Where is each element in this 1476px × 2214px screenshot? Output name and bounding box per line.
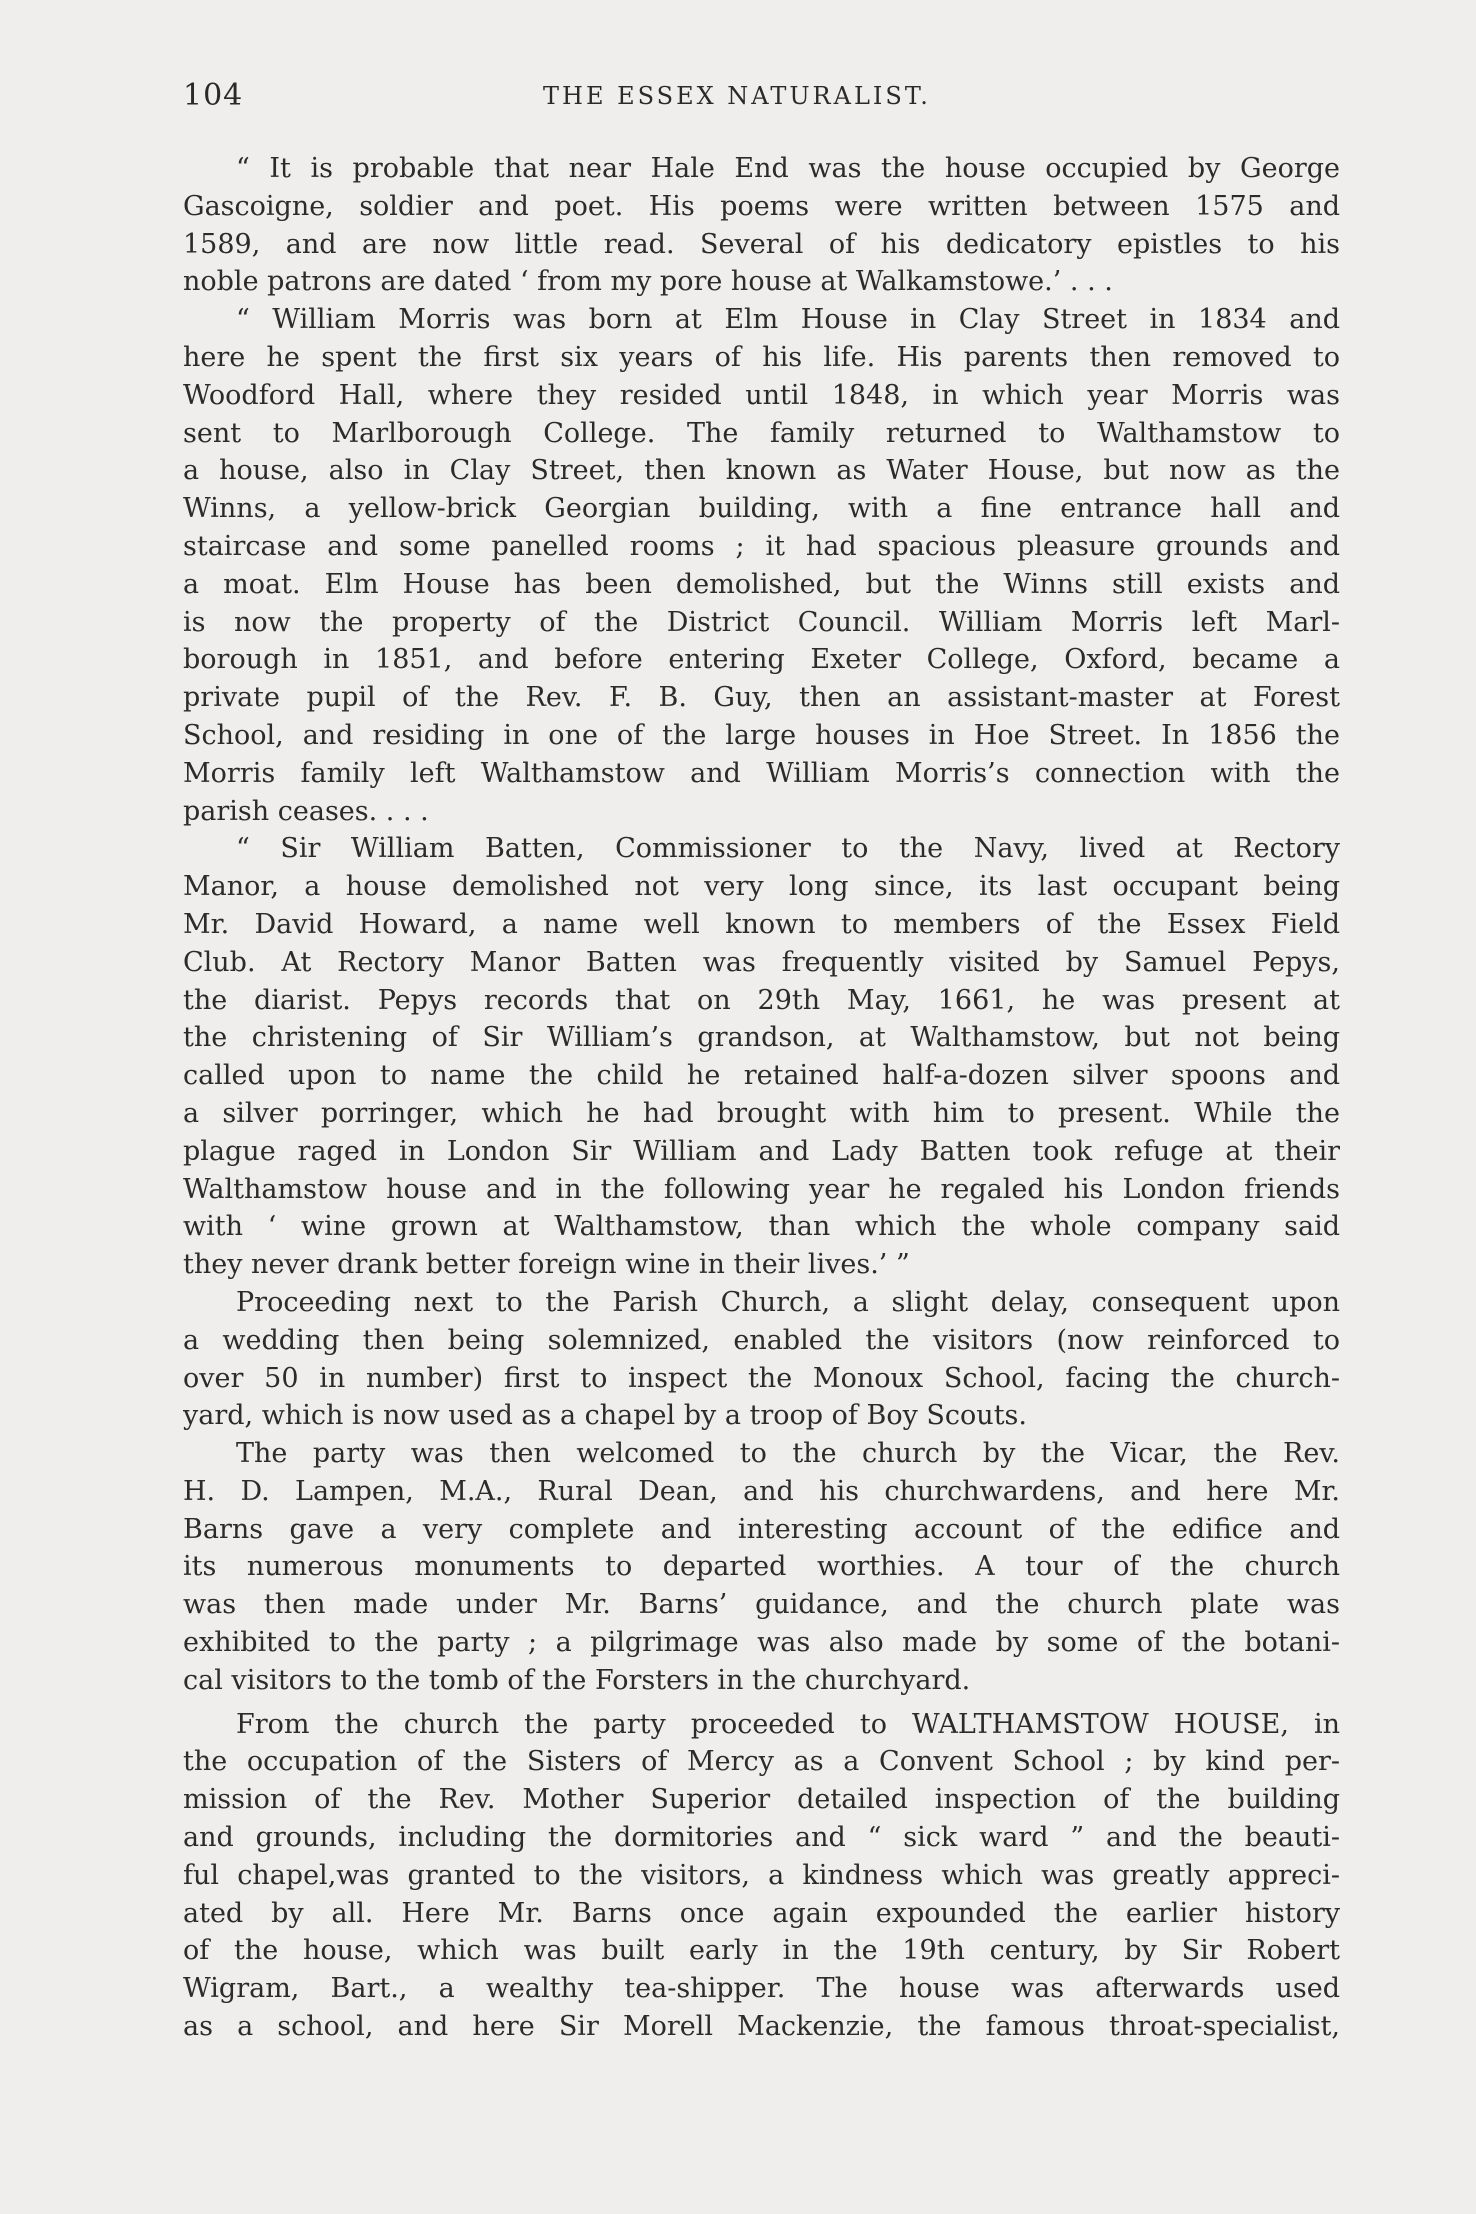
text-line: Mr. David Howard, a name well known to members of the Essex Field [183,908,1340,940]
text-line: parish ceases. . . . [183,795,429,827]
text-line: ated by all. Here Mr. Barns once again expounded the earlier history [183,1897,1340,1929]
text-line: Club. At Rectory Manor Batten was frequently visited by Samuel Pepys, [183,946,1340,978]
text-line: and grounds, including the dormitories and “ sick ward ” and the beauti- [183,1822,1340,1854]
text-line: a moat. Elm House has been demolished, but the Winns still exists and [183,568,1340,600]
text-line: noble patrons are dated ‘ from my pore house at Walkamstowe.’ . . . [183,266,1113,298]
body-text [183,150,1340,2046]
text-line: its numerous monuments to departed worthies. A tour of the church [183,1551,1340,1583]
text-line: Manor, a house demolished not very long since, its last occupant being [183,871,1340,903]
text-line: From the church the party proceeded to WALTHAMSTOW HOUSE, in [236,1708,1340,1740]
text-line: Gascoigne, soldier and poet. His poems were written between 1575 and [183,190,1340,222]
text-line: was then made under Mr. Barns’ guidance, and the church plate was [183,1589,1340,1621]
text-line: “ William Morris was born at Elm House in Clay Street in 1834 and [236,304,1340,336]
text-line: with ‘ wine grown at Walthamstow, than which the whole company said [183,1211,1340,1243]
text-line: is now the property of the District Council. William Morris left Marl- [183,606,1340,638]
text-line: Morris family left Walthamstow and William Morris’s connection with the [183,757,1340,789]
text-line: ful chapel,was granted to the visitors, a kindness which was greatly appreci- [183,1859,1340,1891]
text-line: exhibited to the party ; a pilgrimage was also made by some of the botani- [183,1627,1340,1659]
text-line: a wedding then being solemnized, enabled the visitors (now reinforced to [183,1324,1340,1356]
text-line: private pupil of the Rev. F. B. Guy, then an assistant-master at Forest [183,682,1340,714]
text-line: as a school, and here Sir Morell Mackenzie, the famous throat-specialist, [183,2011,1340,2043]
text-line: the christening of Sir William’s grandson, at Walthamstow, but not being [183,1022,1340,1054]
text-line: over 50 in number) first to inspect the Monoux School, facing the church- [183,1362,1340,1394]
text-line: sent to Marlborough College. The family returned to Walthamstow to [183,417,1340,449]
text-line: cal visitors to the tomb of the Forsters in the churchyard. [183,1664,971,1696]
text-line: School, and residing in one of the large houses in Hoe Street. In 1856 the [183,719,1340,751]
text-line: Wigram, Bart., a wealthy tea-shipper. The house was afterwards used [183,1973,1340,2005]
page-number: 104 [183,78,244,113]
text-line: borough in 1851, and before entering Exeter College, Oxford, became a [183,644,1340,676]
text-line: Barns gave a very complete and interesting account of the edifice and [183,1513,1340,1545]
text-line: the occupation of the Sisters of Mercy as a Convent School ; by kind per- [183,1746,1340,1778]
text-line: a silver porringer, which he had brought with him to present. While the [183,1097,1340,1129]
text-line: Woodford Hall, where they resided until 1848, in which year Morris was [183,379,1340,411]
text-line: H. D. Lampen, M.A., Rural Dean, and his churchwardens, and here Mr. [183,1475,1340,1507]
text-line: here he spent the first six years of his life. His parents then removed to [183,341,1340,373]
text-line: The party was then welcomed to the church by the Vicar, the Rev. [236,1438,1340,1470]
text-line: “ Sir William Batten, Commissioner to the Navy, lived at Rectory [236,833,1340,865]
text-line: of the house, which was built early in the 19th century, by Sir Robert [183,1935,1340,1967]
text-line: they never drank better foreign wine in their lives.’ ” [183,1249,910,1281]
text-line: “ It is probable that near Hale End was the house occupied by George [236,153,1340,184]
text-line: Winns, a yellow-brick Georgian building, with a fine entrance hall and [183,493,1340,525]
text-line: Walthamstow house and in the following year he regaled his London friends [183,1173,1340,1205]
text-line: Proceeding next to the Parish Church, a slight delay, consequent upon [236,1286,1340,1318]
text-line: the diarist. Pepys records that on 29th May, 1661, he was present at [183,984,1340,1016]
text-line: called upon to name the child he retained half-a-dozen silver spoons and [183,1060,1340,1092]
page-header [183,78,1340,122]
text-line: plague raged in London Sir William and Lady Batten took refuge at their [183,1135,1340,1167]
text-line: staircase and some panelled rooms ; it had spacious pleasure grounds and [183,530,1340,562]
running-title: THE ESSEX NATURALIST. [543,82,931,110]
text-line: mission of the Rev. Mother Superior detailed inspection of the building [183,1784,1340,1816]
text-line: 1589, and are now little read. Several of his dedicatory epistles to his [183,228,1340,260]
text-line: yard, which is now used as a chapel by a troop of Boy Scouts. [183,1400,1027,1432]
text-line: a house, also in Clay Street, then known as Water House, but now as the [183,455,1340,487]
